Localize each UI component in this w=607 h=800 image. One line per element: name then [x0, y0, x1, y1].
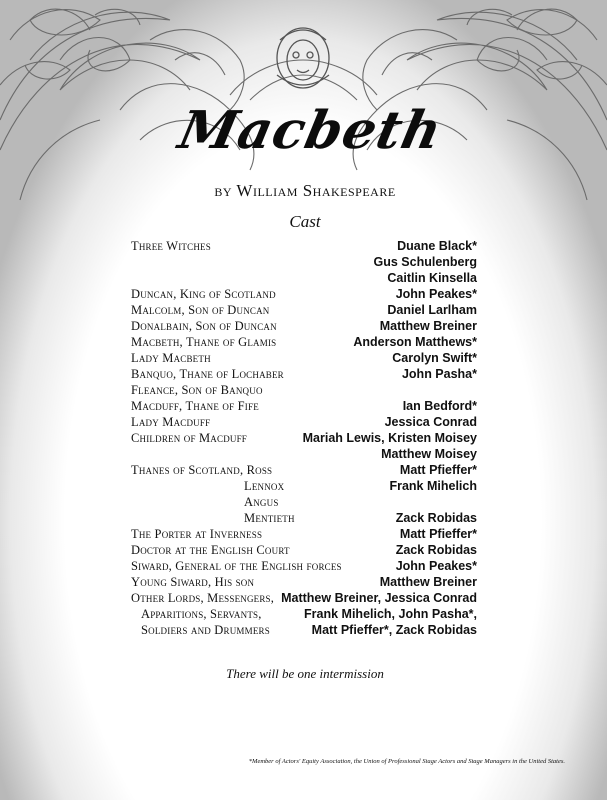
actor-name: Jessica Conrad: [384, 415, 477, 429]
actor-name: Anderson Matthews*: [353, 335, 477, 349]
role-label: Duncan, King of Scotland: [131, 287, 276, 301]
role-label: Soldiers and Drummers: [141, 623, 270, 637]
actor-name: Duane Black*: [397, 239, 477, 253]
role-label: Young Siward, His son: [131, 575, 255, 589]
role-label: Thanes of Scotland, Ross: [131, 463, 273, 477]
actor-name: Mariah Lewis, Kristen Moisey: [302, 431, 477, 445]
role-label: Donalbain, Son of Duncan: [131, 319, 277, 333]
author-byline: by William Shakespeare: [214, 181, 396, 200]
actor-name: Carolyn Swift*: [392, 351, 477, 365]
actor-name: John Peakes*: [395, 559, 477, 573]
intermission-note: There will be one intermission: [226, 666, 384, 681]
role-label: Children of Macduff: [131, 431, 248, 445]
actor-name: Matt Pfieffer*: [399, 527, 477, 541]
role-label: Lennox: [244, 479, 285, 493]
role-label: Lady Macduff: [131, 415, 211, 429]
mask-medallion: [277, 28, 329, 88]
role-label: Macduff, Thane of Fife: [131, 399, 259, 413]
role-label: Mentieth: [244, 511, 295, 525]
role-label: Banquo, Thane of Lochaber: [131, 367, 284, 381]
actor-name: Matthew Breiner, Jessica Conrad: [281, 591, 477, 605]
actor-name: John Pasha*: [401, 367, 477, 381]
role-label: Fleance, Son of Banquo: [131, 383, 263, 397]
actor-name: Matthew Breiner: [379, 575, 477, 589]
role-label: Three Witches: [131, 239, 211, 253]
actor-name: Frank Mihelich, John Pasha*,: [304, 607, 477, 621]
actor-name: Daniel Larlham: [387, 303, 477, 317]
actor-name: Matt Pfieffer*: [399, 463, 477, 477]
actor-name: Matthew Moisey: [381, 447, 477, 461]
actor-name: Frank Mihelich: [389, 479, 477, 493]
actor-name: Zack Robidas: [395, 511, 477, 525]
role-label: Lady Macbeth: [131, 351, 211, 365]
role-label: Macbeth, Thane of Glamis: [131, 335, 277, 349]
actor-name: Caitlin Kinsella: [387, 271, 477, 285]
role-label: The Porter at Inverness: [131, 527, 263, 541]
role-label: Angus: [244, 495, 279, 509]
role-label: Doctor at the English Court: [131, 543, 290, 557]
role-label: Other Lords, Messengers,: [131, 591, 275, 605]
actor-name: John Peakes*: [395, 287, 477, 301]
cast-heading: Cast: [289, 212, 321, 231]
actor-name: Matthew Breiner: [379, 319, 477, 333]
actor-name: Gus Schulenberg: [373, 255, 477, 269]
role-label: Siward, General of the English forces: [131, 559, 342, 573]
equity-footnote: *Member of Actors' Equity Association, the Union of Professional Stage Actors and Stage Managers in the United States.: [248, 758, 565, 765]
actor-name: Zack Robidas: [395, 543, 477, 557]
actor-name: Ian Bedford*: [402, 399, 477, 413]
role-label: Apparitions, Servants,: [141, 607, 262, 621]
actor-name: Matt Pfieffer*, Zack Robidas: [311, 623, 477, 637]
play-title: Macbeth: [173, 100, 448, 161]
role-label: Malcolm, Son of Duncan: [131, 303, 270, 317]
